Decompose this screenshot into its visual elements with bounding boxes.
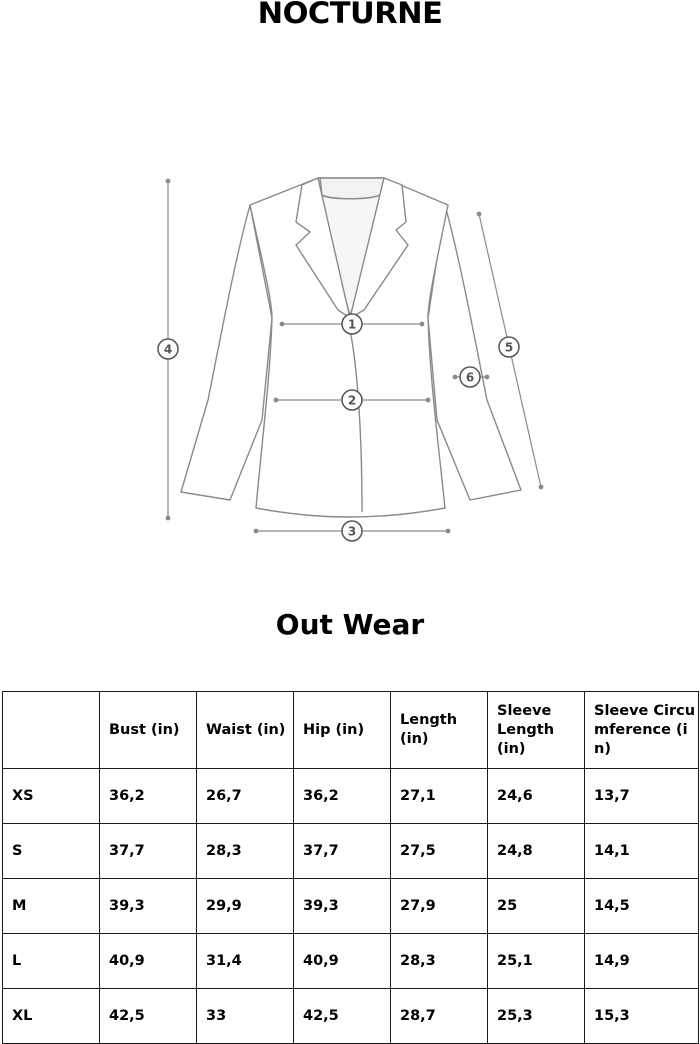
table-row — [3, 769, 699, 824]
hip-value: 42,5 — [294, 989, 391, 1044]
table-header-row — [3, 692, 699, 769]
table-row — [3, 879, 699, 934]
table-row — [3, 934, 699, 989]
marker-2 — [342, 390, 362, 410]
sleeve-length-value: 25,3 — [488, 989, 585, 1044]
size-chart-table — [2, 691, 699, 1044]
hip-value: 39,3 — [294, 879, 391, 934]
bust-value: 37,7 — [100, 824, 197, 879]
sleeve-length-value: 25,1 — [488, 934, 585, 989]
hip-value: 40,9 — [294, 934, 391, 989]
sleeve-circumference-value: 13,7 — [585, 769, 699, 824]
header-bust: Bust (in) — [100, 692, 197, 769]
waist-value: 31,4 — [197, 934, 294, 989]
sleeve-length-value: 24,6 — [488, 769, 585, 824]
bust-value: 39,3 — [100, 879, 197, 934]
bust-value: 36,2 — [100, 769, 197, 824]
length-value: 28,3 — [391, 934, 488, 989]
size-label: M — [3, 879, 100, 934]
sleeve-circumference-value: 14,9 — [585, 934, 699, 989]
size-label: S — [3, 824, 100, 879]
svg-text:3: 3 — [347, 524, 357, 539]
header-hip: Hip (in) — [294, 692, 391, 769]
header-sleeve-circumference: Sleeve Circumference (in) — [585, 692, 699, 769]
sleeve-length-value: 24,8 — [488, 824, 585, 879]
sleeve-length-value: 25 — [488, 879, 585, 934]
marker-5 — [499, 337, 519, 357]
header-size — [3, 692, 100, 769]
marker-4 — [158, 339, 178, 359]
hip-value: 36,2 — [294, 769, 391, 824]
header-sleeve-length: Sleeve Length (in) — [488, 692, 585, 769]
sleeve-circumference-value: 14,5 — [585, 879, 699, 934]
length-value: 27,5 — [391, 824, 488, 879]
left-sleeve — [181, 205, 272, 500]
size-label: L — [3, 934, 100, 989]
size-label: XL — [3, 989, 100, 1044]
length-value: 28,7 — [391, 989, 488, 1044]
table-row — [3, 989, 699, 1044]
marker-1 — [342, 314, 362, 334]
marker-3 — [342, 521, 362, 541]
bust-value: 40,9 — [100, 934, 197, 989]
length-value: 27,9 — [391, 879, 488, 934]
waist-value: 26,7 — [197, 769, 294, 824]
brand-logo: NOCTURNE — [257, 0, 443, 30]
size-label: XS — [3, 769, 100, 824]
svg-text:5: 5 — [504, 340, 514, 355]
table-row — [3, 824, 699, 879]
svg-text:1: 1 — [347, 317, 357, 332]
hip-value: 37,7 — [294, 824, 391, 879]
waist-value: 29,9 — [197, 879, 294, 934]
waist-value: 33 — [197, 989, 294, 1044]
marker-6 — [460, 367, 480, 387]
bust-value: 42,5 — [100, 989, 197, 1044]
length-value: 27,1 — [391, 769, 488, 824]
collar — [320, 178, 384, 199]
sleeve-circumference-value: 15,3 — [585, 989, 699, 1044]
header-waist: Waist (in) — [197, 692, 294, 769]
svg-text:2: 2 — [347, 393, 357, 408]
svg-text:4: 4 — [163, 342, 173, 357]
waist-value: 28,3 — [197, 824, 294, 879]
svg-text:6: 6 — [465, 370, 475, 385]
header-length: Length (in) — [391, 692, 488, 769]
sleeve-circumference-value: 14,1 — [585, 824, 699, 879]
section-title: Out Wear — [275, 608, 425, 641]
